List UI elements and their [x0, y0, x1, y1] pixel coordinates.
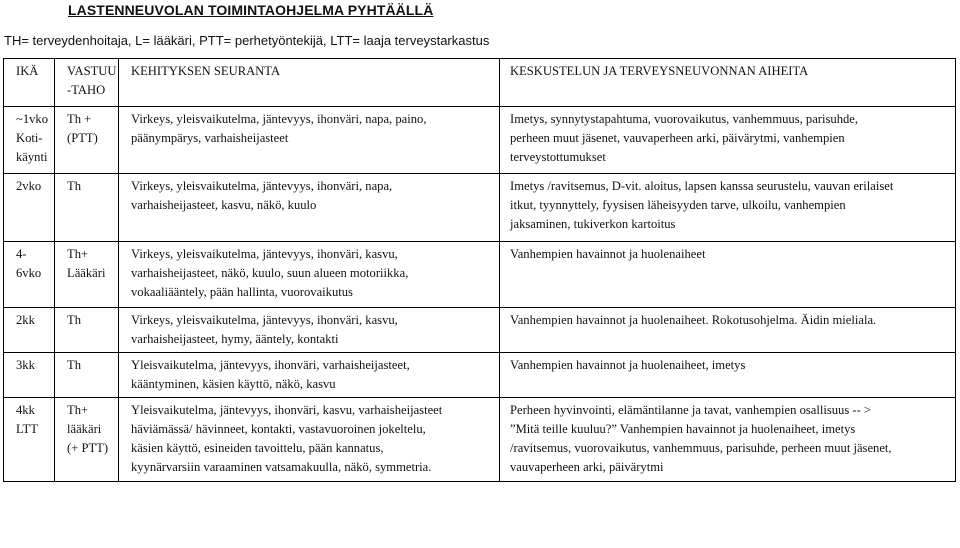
cell-topics-line: Vanhempien havainnot ja huolenaiheet: [510, 247, 706, 261]
cell-age: [4, 174, 55, 242]
cell-monitoring-line: häviämässä/ hävinneet, kontakti, vastavuoroinen jokeltelu,: [131, 422, 426, 436]
header-responsible: [55, 59, 119, 107]
cell-responsible-line: Th: [67, 358, 81, 372]
cell-topics-line: Imetys /ravitsemus, D-vit. aloitus, lapsen kanssa seurustelu, vauvan erilaiset: [510, 179, 894, 193]
cell-topics-line: Vanhempien havainnot ja huolenaiheet. Rokotusohjelma. Äidin mieliala.: [510, 313, 877, 327]
cell-monitoring: [119, 174, 500, 242]
abbreviation-legend: TH= terveydenhoitaja, L= lääkäri, PTT= perhetyöntekijä, LTT= laaja terveystarkastus: [4, 33, 490, 48]
cell-topics: [500, 174, 956, 242]
cell-age-line: 4kk: [16, 403, 35, 417]
cell-age-line: Koti-: [16, 131, 43, 145]
document-title: LASTENNEUVOLAN TOIMINTAOHJELMA PYHTÄÄLLÄ: [68, 2, 434, 18]
cell-responsible: [55, 174, 119, 242]
cell-responsible-line: Th: [67, 313, 81, 327]
cell-topics-line: vauvaperheen arki, päivärytmi: [510, 460, 664, 474]
cell-age-line: käynti: [16, 150, 48, 164]
cell-monitoring-line: käsien käyttö, esineiden tavoittelu, pään kannatus,: [131, 441, 384, 455]
cell-monitoring-line: päänympärys, varhaisheijasteet: [131, 131, 289, 145]
cell-responsible: [55, 242, 119, 308]
cell-topics: [500, 107, 956, 174]
cell-topics-line: terveystottumukset: [510, 150, 606, 164]
cell-topics-line: Perheen hyvinvointi, elämäntilanne ja tavat, vanhempien osallisuus -- >: [510, 403, 872, 417]
cell-age-line: 4-: [16, 247, 27, 261]
cell-monitoring-line: kääntyminen, käsien käyttö, näkö, kasvu: [131, 377, 336, 391]
cell-topics: [500, 242, 956, 308]
cell-responsible: [55, 398, 119, 482]
header-monitoring: KEHITYKSEN SEURANTA: [119, 59, 500, 107]
table-row: [4, 107, 956, 174]
program-table: [3, 58, 956, 482]
header-age: IKÄ: [4, 59, 55, 107]
cell-monitoring-line: varhaisheijasteet, näkö, kuulo, suun alueen motoriikka,: [131, 266, 409, 280]
cell-responsible: [55, 107, 119, 174]
cell-monitoring-line: Yleisvaikutelma, jäntevyys, ihonväri, kasvu, varhaisheijasteet: [131, 403, 443, 417]
cell-monitoring: [119, 398, 500, 482]
header-responsible-line: -TAHO: [67, 83, 106, 97]
cell-age: [4, 308, 55, 353]
table-row: [4, 174, 956, 242]
cell-monitoring-line: Virkeys, yleisvaikutelma, jäntevyys, ihonväri, kasvu,: [131, 247, 398, 261]
cell-age: [4, 242, 55, 308]
cell-responsible-line: (PTT): [67, 131, 98, 145]
cell-responsible-line: Th+: [67, 247, 89, 261]
cell-monitoring: [119, 242, 500, 308]
cell-responsible: [55, 308, 119, 353]
cell-age-line: ~1vko: [16, 112, 49, 126]
cell-topics-line: /ravitsemus, vuorovaikutus, vanhemmuus, parisuhde, perheen muut jäsenet,: [510, 441, 892, 455]
cell-age: [4, 107, 55, 174]
cell-topics-line: ”Mitä teille kuuluu?” Vanhempien havainnot ja huolenaiheet, imetys: [510, 422, 856, 436]
cell-monitoring: [119, 308, 500, 353]
cell-topics: [500, 353, 956, 398]
cell-age-line: 2kk: [16, 313, 35, 327]
cell-topics-line: perheen muut jäsenet, vauvaperheen arki, päivärytmi, vanhempien: [510, 131, 845, 145]
header-row: [4, 59, 956, 107]
cell-age: [4, 353, 55, 398]
header-responsible-line: VASTUU: [67, 64, 117, 78]
cell-age-line: 2vko: [16, 179, 42, 193]
cell-monitoring-line: varhaisheijasteet, hymy, ääntely, kontakti: [131, 332, 339, 346]
cell-topics-line: itkut, tyynnyttely, fyysisen läheisyyden tarve, ulkoilu, vanhempien: [510, 198, 846, 212]
cell-responsible-line: lääkäri: [67, 422, 102, 436]
cell-responsible-line: Th +: [67, 112, 92, 126]
cell-monitoring: [119, 107, 500, 174]
cell-responsible-line: Th+: [67, 403, 89, 417]
cell-age: [4, 398, 55, 482]
cell-monitoring-line: Yleisvaikutelma, jäntevyys, ihonväri, varhaisheijasteet,: [131, 358, 410, 372]
cell-topics: [500, 398, 956, 482]
cell-topics: [500, 308, 956, 353]
cell-monitoring-line: Virkeys, yleisvaikutelma, jäntevyys, ihonväri, kasvu,: [131, 313, 398, 327]
table-row: [4, 398, 956, 482]
cell-topics-line: Imetys, synnytystapahtuma, vuorovaikutus, vanhemmuus, parisuhde,: [510, 112, 859, 126]
cell-age-line: LTT: [16, 422, 38, 436]
header-topics: KESKUSTELUN JA TERVEYSNEUVONNAN AIHEITA: [500, 59, 956, 107]
table-row: [4, 308, 956, 353]
cell-age-line: 3kk: [16, 358, 35, 372]
cell-responsible-line: Th: [67, 179, 81, 193]
cell-topics-line: jaksaminen, tukiverkon kartoitus: [510, 217, 676, 231]
table-row: [4, 353, 956, 398]
cell-monitoring-line: Virkeys, yleisvaikutelma, jäntevyys, ihonväri, napa,: [131, 179, 393, 193]
cell-responsible-line: Lääkäri: [67, 266, 106, 280]
table-row: [4, 242, 956, 308]
cell-topics-line: Vanhempien havainnot ja huolenaiheet, imetys: [510, 358, 746, 372]
cell-monitoring-line: Virkeys, yleisvaikutelma, jäntevyys, ihonväri, napa, paino,: [131, 112, 427, 126]
cell-age-line: 6vko: [16, 266, 42, 280]
cell-monitoring-line: vokaaliääntely, pään hallinta, vuorovaikutus: [131, 285, 353, 299]
cell-monitoring-line: kyynärvarsiin varaaminen vatsamakuulla, näkö, symmetria.: [131, 460, 432, 474]
cell-responsible: [55, 353, 119, 398]
cell-monitoring-line: varhaisheijasteet, kasvu, näkö, kuulo: [131, 198, 317, 212]
cell-monitoring: [119, 353, 500, 398]
cell-responsible-line: (+ PTT): [67, 441, 109, 455]
